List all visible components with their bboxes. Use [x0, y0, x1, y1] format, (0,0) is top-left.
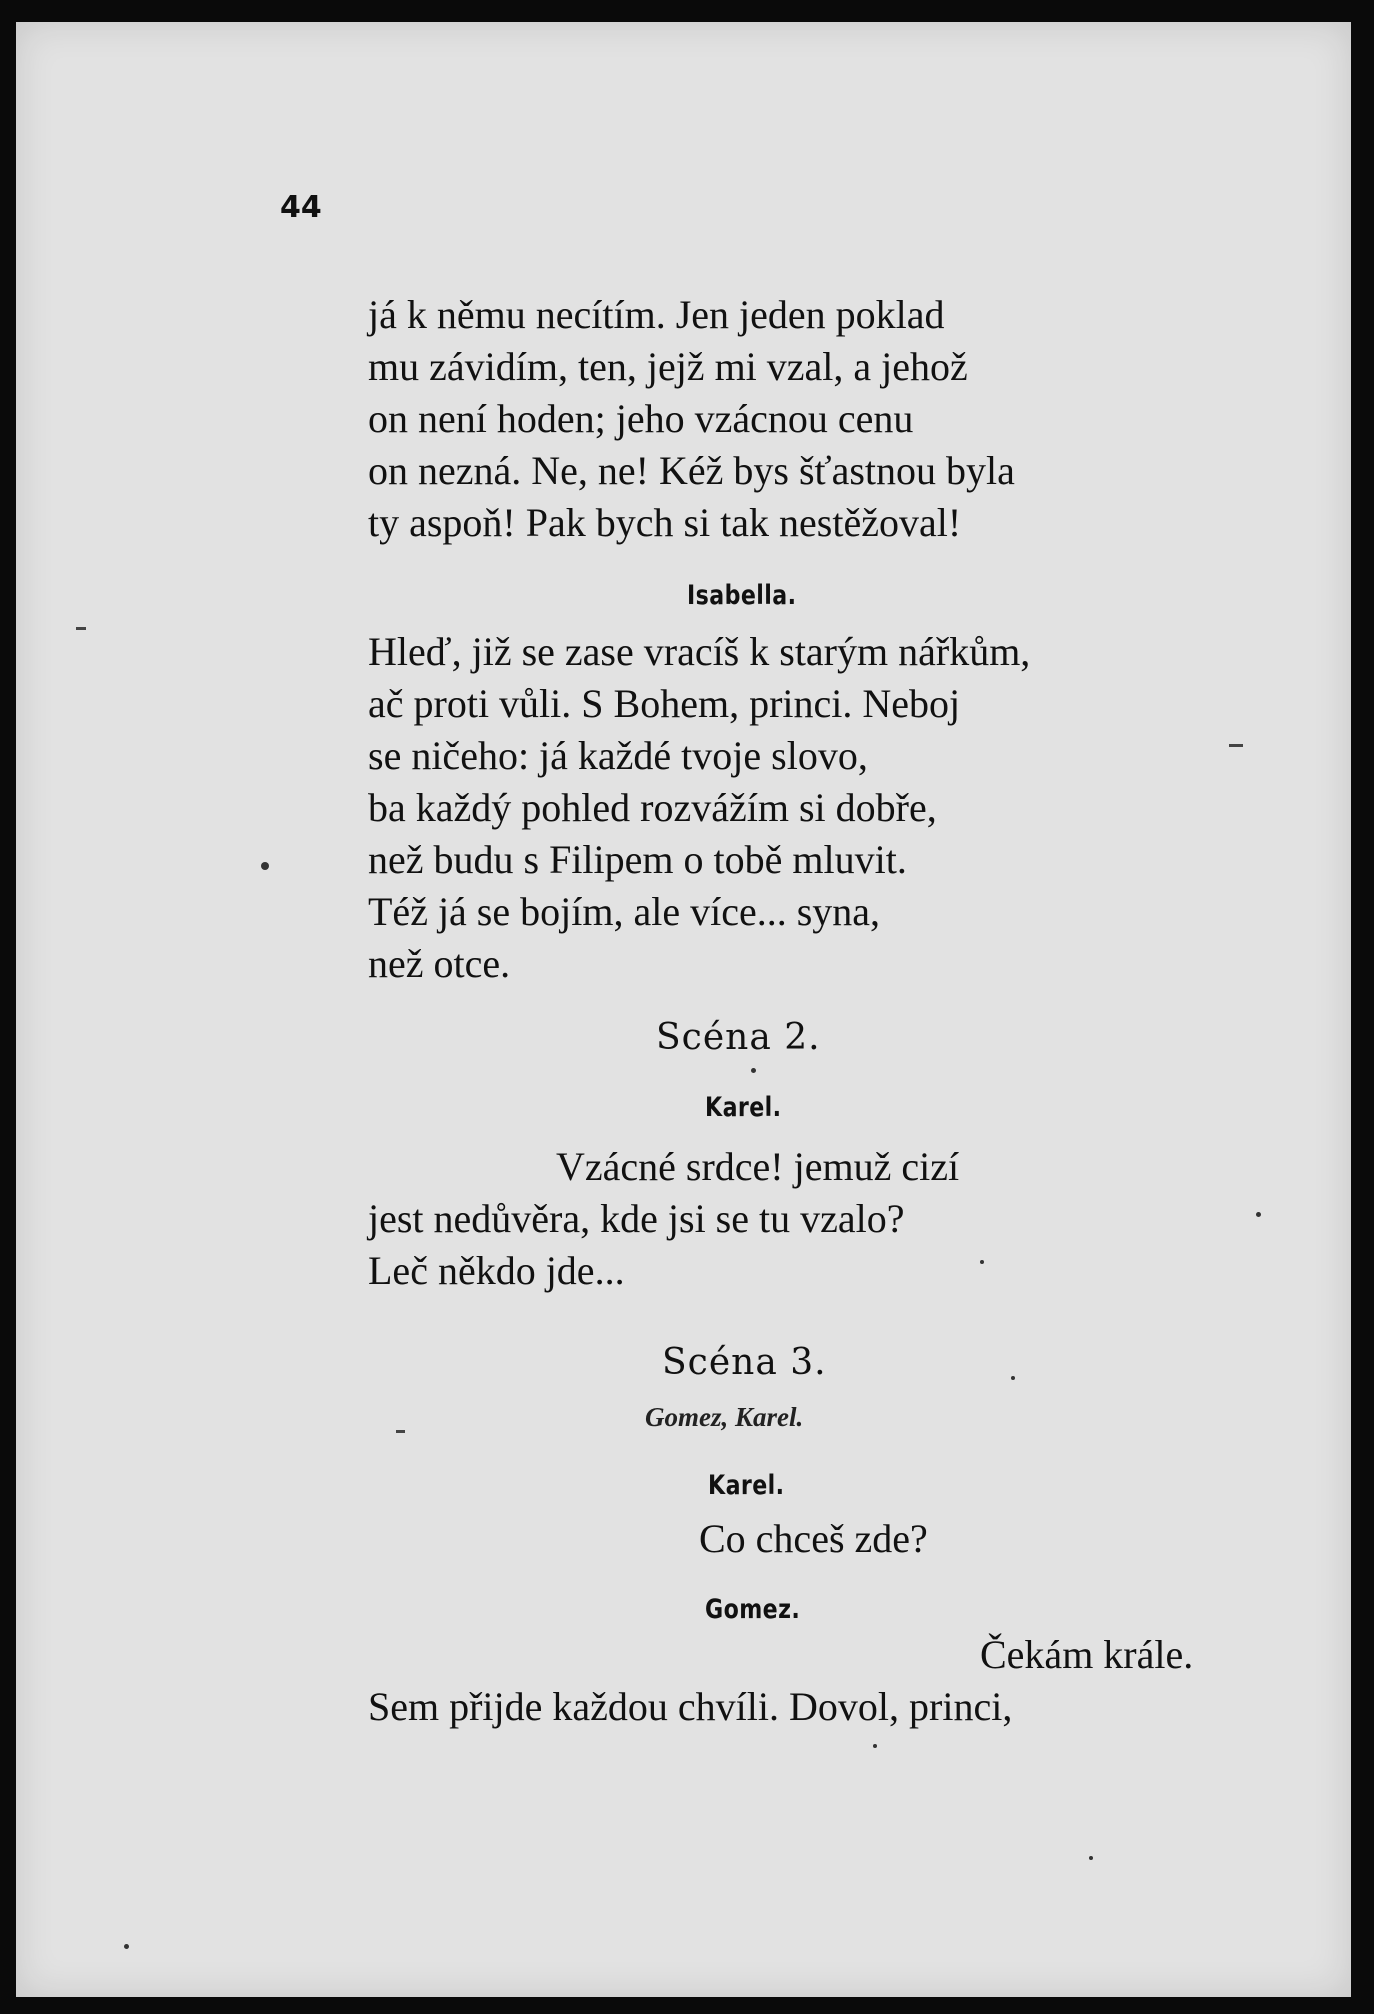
- text-line: Co chceš zde?: [699, 1516, 928, 1561]
- text-line: on nezná. Ne, ne! Kéž bys šťastnou byla: [368, 448, 1015, 493]
- text-line: mu závidím, ten, jejž mi vzal, a jehož: [368, 344, 968, 389]
- page-number: 44: [280, 190, 322, 225]
- text-line: než budu s Filipem o tobě mluvit.: [368, 837, 907, 882]
- scan-speck: [980, 1260, 984, 1264]
- scan-speck: [76, 627, 86, 630]
- text-line: ba každý pohled rozvážím si dobře,: [368, 785, 937, 830]
- speaker-label: Karel.: [705, 1092, 782, 1123]
- text-line: Leč někdo jde...: [368, 1248, 625, 1293]
- cast-list: Gomez, Karel.: [645, 1402, 804, 1432]
- speaker-label: Gomez.: [705, 1594, 801, 1625]
- scan-speck: [124, 1944, 129, 1949]
- scan-speck: [261, 862, 269, 870]
- book-page: [16, 22, 1351, 1997]
- scan-speck: [751, 1068, 756, 1073]
- scan-speck: [1089, 1856, 1093, 1860]
- text-line: než otce.: [368, 941, 511, 986]
- speaker-label: Isabella.: [687, 580, 797, 611]
- text-line: se ničeho: já každé tvoje slovo,: [368, 733, 868, 778]
- text-line: já k němu necítím. Jen jeden poklad: [368, 292, 945, 337]
- text-line: jest nedůvěra, kde jsi se tu vzalo?: [368, 1196, 905, 1241]
- text-line: Vzácné srdce! jemuž cizí: [556, 1144, 960, 1189]
- speaker-label: Karel.: [708, 1470, 785, 1501]
- scene-heading: Scéna 3.: [662, 1342, 827, 1383]
- scene-heading: Scéna 2.: [656, 1017, 821, 1058]
- text-line: Čekám krále.: [980, 1632, 1194, 1677]
- scan-speck: [1229, 744, 1243, 747]
- text-line: ač proti vůli. S Bohem, princi. Neboj: [368, 681, 961, 726]
- text-line: Sem přijde každou chvíli. Dovol, princi,: [368, 1684, 1013, 1729]
- scan-speck: [396, 1430, 405, 1433]
- scan-speck: [873, 1744, 877, 1748]
- scan-speck: [1011, 1376, 1015, 1380]
- text-line: Hleď, již se zase vracíš k starým nářkům,: [368, 629, 1031, 674]
- text-line: ty aspoň! Pak bych si tak nestěžoval!: [368, 500, 962, 545]
- text-line: Též já se bojím, ale více... syna,: [368, 889, 881, 934]
- scan-speck: [1256, 1212, 1261, 1217]
- text-line: on není hoden; jeho vzácnou cenu: [368, 396, 914, 441]
